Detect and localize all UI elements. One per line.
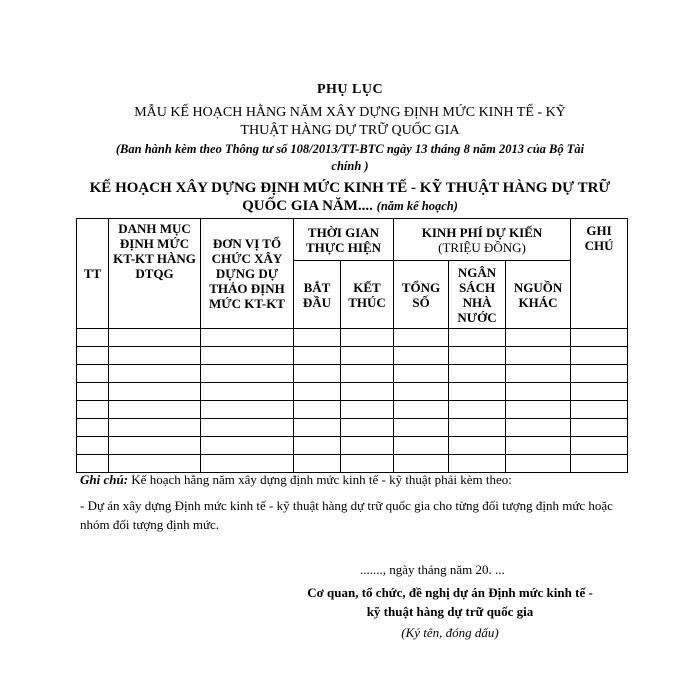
header-tt: TT xyxy=(77,219,109,329)
plan-table xyxy=(76,218,628,473)
header-list: DANH MỤC ĐỊNH MỨC KT-KT HÀNG DTQG xyxy=(109,219,201,329)
note-paragraph xyxy=(80,470,625,489)
table-header-row xyxy=(77,219,628,261)
header-budget-total: TỔNG SỐ xyxy=(394,261,449,329)
table-row xyxy=(77,419,628,437)
plan-title xyxy=(70,179,630,215)
table-row xyxy=(77,383,628,401)
header-budget-unit: (TRIỆU ĐỒNG) xyxy=(438,239,526,255)
header-budget-state: NGÂN SÁCH NHÀ NƯỚC xyxy=(449,261,506,329)
table-row xyxy=(77,347,628,365)
table-row xyxy=(77,401,628,419)
signature-note: (Ký tên, đóng dấu) xyxy=(401,625,499,640)
header-note: GHI CHÚ xyxy=(571,219,628,329)
form-title: MẪU KẾ HOẠCH HẰNG NĂM XÂY DỰNG ĐỊNH MỨC KINH TẾ - KỸ THUẬT HÀNG DỰ TRỮ QUỐC GIA xyxy=(134,105,566,138)
header-unit: ĐƠN VỊ TỔ CHỨC XÂY DỰNG DỰ THẢO ĐỊNH MỨC KT-KT xyxy=(201,219,294,329)
table-row xyxy=(77,437,628,455)
header-budget-title: KINH PHÍ DỰ KIẾN xyxy=(421,224,543,240)
issued-by-note: (Ban hành kèm theo Thông tư số 108/2013/TT-BTC ngày 13 tháng 8 năm 2013 của Bộ Tài chính ) xyxy=(115,142,585,173)
plan-title-text: KẾ HOẠCH XÂY DỰNG ĐỊNH MỨC KINH TẾ - KỸ THUẬT HÀNG DỰ TRỮ QUỐC GIA NĂM.... xyxy=(89,180,611,214)
table-row xyxy=(77,365,628,383)
header-time: THỜI GIAN THỰC HIỆN xyxy=(294,219,394,261)
signature-agency: Cơ quan, tổ chức, đề nghị dự án Định mức kinh tế - kỹ thuật hàng dự trữ quốc gia xyxy=(307,585,593,619)
header-time-start: BẮT ĐẦU xyxy=(294,261,341,329)
plan-year-hint: (năm kế hoạch) xyxy=(376,199,458,213)
note-label: Ghi chú: xyxy=(80,472,129,487)
header-budget-other: NGUỒN KHÁC xyxy=(506,261,571,329)
table-row xyxy=(77,329,628,347)
header-time-end: KẾT THÚC xyxy=(341,261,394,329)
signature-date-line: ......., ngày tháng năm 20. ... xyxy=(360,562,505,577)
appendix-title: PHỤ LỤC xyxy=(316,82,384,97)
note-item: - Dự án xây dựng Định mức kinh tế - kỹ thuật hàng dự trữ quốc gia cho từng đối tượng định mức hoặc nhóm đối tượng định mức. xyxy=(80,498,613,532)
header-budget xyxy=(394,219,571,261)
note-text: Kế hoạch hằng năm xây dựng định mức kinh tế - kỹ thuật phải kèm theo: xyxy=(131,472,512,487)
